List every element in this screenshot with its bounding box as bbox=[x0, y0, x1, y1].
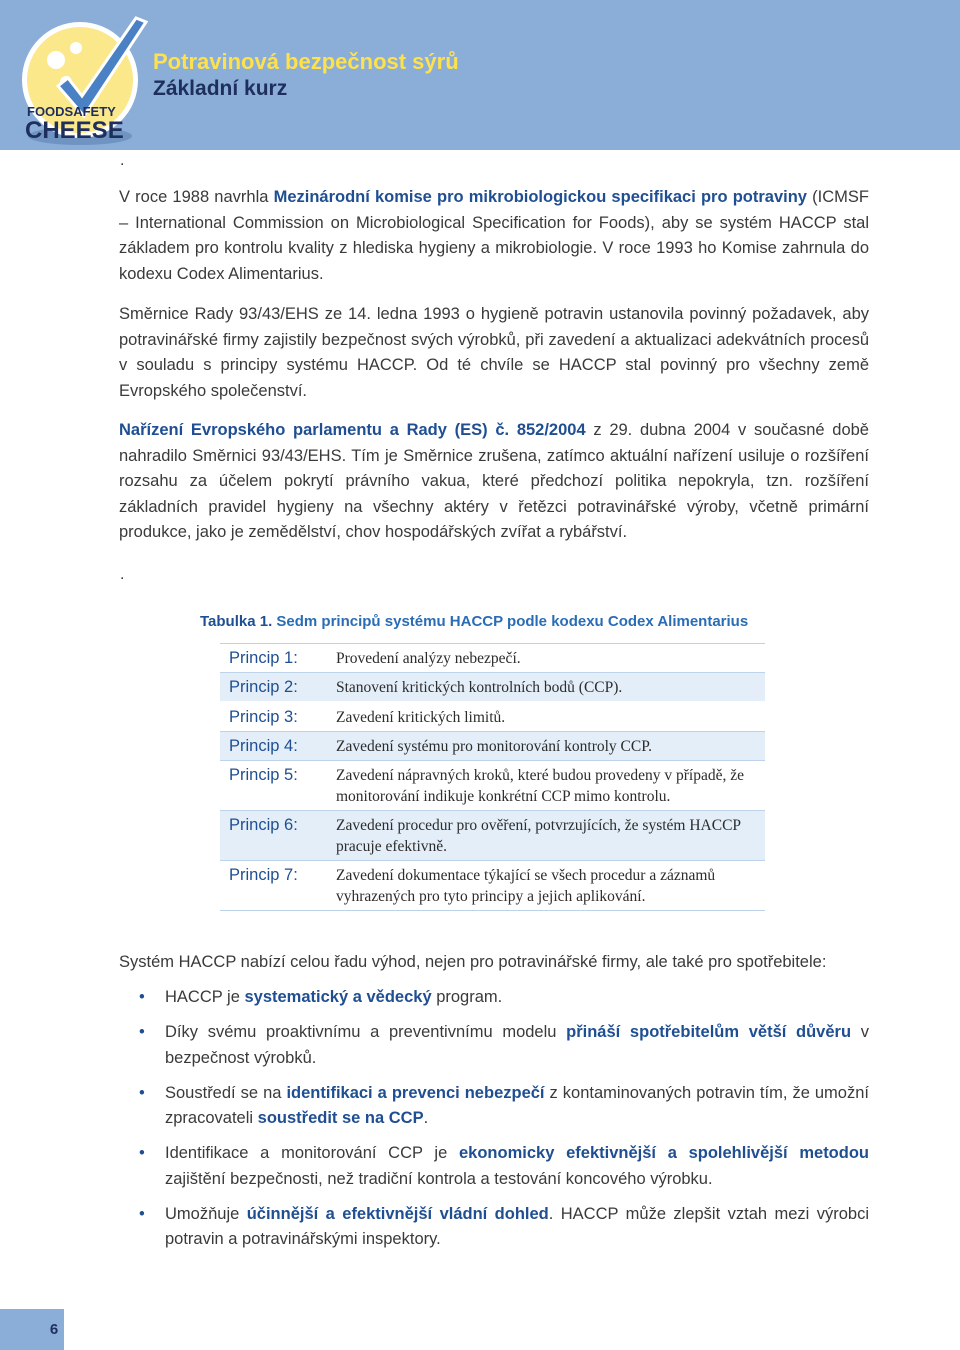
principle-desc: Provedení analýzy nebezpečí. bbox=[336, 644, 765, 673]
principle-label: Princip 3: bbox=[220, 702, 336, 732]
benefit-text: Soustředí se na bbox=[165, 1083, 287, 1102]
paragraph-icmsf bbox=[119, 185, 869, 287]
benefit-highlight: identifikaci a prevenci nebezpečí bbox=[286, 1083, 545, 1102]
benefit-text: z kontaminovaných potravin tím, že umožní zpracovateli bbox=[165, 1083, 869, 1127]
paragraph-directive: Směrnice Rady 93/43/EHS ze 14. ledna 1993 o hygieně potravin ustanovila povinný požadavek, aby potravinářské firmy zajistily bezpečnost svých výrobků, při zavedení a aktualizaci adekvátních procesů v souladu s principy systému HACCP. Od té chvíle se HACCP stal povinný pro všechny země Evropského společenství. bbox=[119, 305, 869, 400]
principles-table bbox=[220, 643, 765, 911]
principle-desc: Zavedení kritických limitů. bbox=[336, 702, 765, 732]
principle-label: Princip 2: bbox=[220, 673, 336, 703]
page-title: Potravinová bezpečnost sýrů bbox=[153, 49, 459, 74]
logo-text-top: FOODSAFETY bbox=[27, 104, 116, 119]
list-item bbox=[119, 985, 869, 1011]
principle-desc: Zavedení dokumentace týkající se všech procedur a záznamů vyhrazených pro tyto principy a jejich aplikování. bbox=[336, 861, 765, 911]
paragraph-regulation-post: z 29. dubna 2004 v současné době nahradilo Směrnici 93/43/EHS. Tím je Směrnice zrušena, zatímco aktuální nařízení usiluje o rozšíření rozsahu za účelem pokrytí právního vakua, které předchozí politika nepokryla, tzn. rozšíření základních pravidel hygieny na všechny aktéry v řetězci potravinářské výroby, včetně primární produkce, jako je zemědělství, chov hospodářských zvířat a rybářství. bbox=[119, 421, 869, 541]
benefit-highlight: účinnější a efektivnější vládní dohled bbox=[246, 1204, 549, 1223]
logo-text-bottom: CHEESE bbox=[25, 117, 124, 144]
dot-marker: . bbox=[120, 152, 125, 169]
benefits-intro: Systém HACCP nabízí celou řadu výhod, nejen pro potravinářské firmy, ale také pro spotřebitele: bbox=[119, 953, 827, 971]
paragraph-icmsf-pre: V roce 1988 navrhla bbox=[119, 188, 274, 206]
benefit-text: program. bbox=[431, 988, 503, 1006]
table-row bbox=[220, 811, 765, 861]
benefit-text: Díky svému proaktivnímu a preventivnímu modelu bbox=[165, 1023, 567, 1041]
benefit-text: Umožňuje bbox=[165, 1204, 247, 1223]
list-item bbox=[119, 1141, 869, 1192]
principle-label: Princip 7: bbox=[220, 861, 336, 911]
page-number: 6 bbox=[49, 1321, 59, 1338]
table-row bbox=[220, 644, 765, 673]
benefit-text: . bbox=[423, 1109, 429, 1127]
benefit-text: . HACCP může zlepšit vztah mezi výrobci potravin a potravinářskými inspektory. bbox=[165, 1204, 869, 1248]
list-item bbox=[119, 1081, 869, 1132]
paragraph-regulation bbox=[119, 418, 869, 546]
benefit-highlight: ekonomicky efektivnější a spolehlivější metodou bbox=[459, 1144, 870, 1162]
benefit-text: HACCP je bbox=[165, 988, 245, 1006]
principle-label: Princip 5: bbox=[220, 761, 336, 811]
paragraph-regulation-highlight: Nařízení Evropského parlamentu a Rady (ES) č. 852/2004 bbox=[119, 421, 586, 439]
benefit-highlight: systematický a vědecký bbox=[244, 988, 432, 1006]
benefit-highlight: přináší spotřebitelům větší důvěru bbox=[566, 1023, 852, 1041]
principle-desc: Stanovení kritických kontrolních bodů (CCP). bbox=[336, 673, 765, 703]
table-caption bbox=[200, 612, 748, 632]
benefit-text: zajištění bezpečnosti, než tradiční kontrola a testování koncového výrobku. bbox=[165, 1169, 713, 1188]
list-item bbox=[119, 1020, 869, 1071]
principle-desc: Zavedení systému pro monitorování kontroly CCP. bbox=[336, 732, 765, 761]
foodsafety-cheese-logo bbox=[18, 8, 148, 148]
principle-label: Princip 4: bbox=[220, 732, 336, 761]
table-row bbox=[220, 732, 765, 761]
principle-label: Princip 6: bbox=[220, 811, 336, 861]
paragraph-icmsf-post: (ICMSF – International Commission on Microbiological Specification for Foods), aby se systém HACCP stal základem pro kontrolu kvality z hlediska hygieny a mikrobiologie. V roce 1993 ho Komise zahrnula do kodexu Codex Alimentarius. bbox=[119, 188, 869, 283]
benefit-text: v bezpečnost výrobků. bbox=[165, 1023, 869, 1067]
list-item bbox=[119, 1202, 869, 1253]
page-subtitle: Základní kurz bbox=[153, 77, 288, 100]
table-caption-label: Tabulka 1. bbox=[200, 613, 273, 630]
table-caption-text: Sedm principů systému HACCP podle kodexu Codex Alimentarius bbox=[272, 613, 749, 630]
table-row bbox=[220, 761, 765, 811]
table-row bbox=[220, 702, 765, 732]
benefit-highlight: soustředit se na CCP bbox=[257, 1109, 424, 1127]
principle-label: Princip 1: bbox=[220, 644, 336, 673]
benefit-text: Identifikace a monitorování CCP je bbox=[165, 1144, 459, 1162]
benefits-list bbox=[119, 985, 869, 1262]
principle-desc: Zavedení procedur pro ověření, potvrzujících, že systém HACCP pracuje efektivně. bbox=[336, 811, 765, 861]
dot-marker: . bbox=[120, 566, 125, 583]
paragraph-icmsf-highlight: Mezinárodní komise pro mikrobiologickou specifikaci pro potraviny bbox=[273, 188, 807, 206]
table-row bbox=[220, 861, 765, 911]
table-row bbox=[220, 673, 765, 703]
principle-desc: Zavedení nápravných kroků, které budou provedeny v případě, že monitorování indikuje konkrétní CCP mimo kontrolu. bbox=[336, 761, 765, 811]
